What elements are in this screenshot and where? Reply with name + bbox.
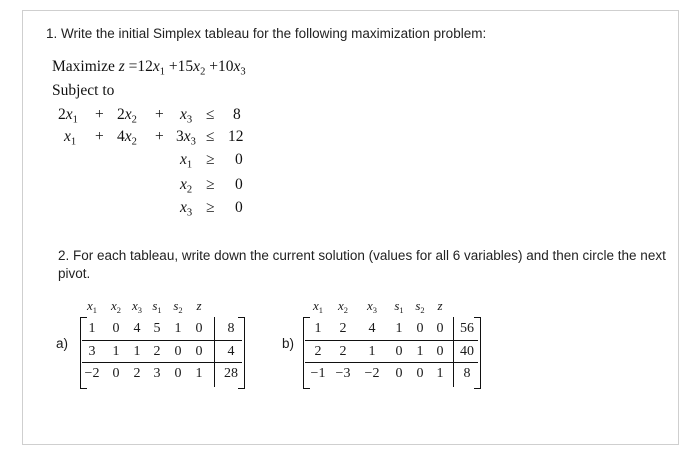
objective-prefix: Maximize: [52, 58, 115, 75]
objective-lhs: z: [118, 58, 125, 75]
tableau-b-header-4: $s_2$: [415, 298, 425, 315]
tableau-a-cell-r0-c1: 0: [112, 321, 120, 336]
nonneg-3: $x_3$: [180, 199, 193, 219]
nonneg-2: $x_2$: [180, 176, 193, 196]
constraint-2-rhs: 12: [228, 128, 244, 145]
tableau-b-cell-r0-c4: 0: [416, 321, 424, 336]
constraint-1-term-2: $2x_2$: [117, 106, 137, 126]
tableau-b-cell-r2-c3: 0: [395, 366, 403, 381]
tableau-a-cell-r0-c0: 1: [88, 321, 96, 336]
question-2-heading-line-1: 2. For each tableau, write down the current solution (values for all 6 variables) and then circle the next: [58, 248, 666, 263]
tableau-a-row-divider: [82, 362, 242, 363]
tableau-a-label: a): [56, 336, 69, 351]
objective-coef-3: 10: [217, 58, 234, 75]
tableau-b-cell-r0-c0: 1: [314, 321, 322, 336]
question-2-heading-line-2: pivot.: [58, 266, 91, 281]
tableau-a-cell-r1-c6: 4: [227, 344, 235, 359]
tableau-a-header-1: $x_2$: [111, 298, 121, 315]
tableau-a-left-bracket: [80, 317, 87, 389]
tableau-a-cell-r1-c5: 0: [195, 344, 203, 359]
tableau-b-cell-r2-c4: 0: [416, 366, 424, 381]
constraint-1-term-3: $x_3$: [180, 106, 193, 126]
tableau-b-header-1: $x_2$: [338, 298, 348, 315]
tableau-b-cell-r2-c1: −3: [335, 366, 351, 381]
tableau-b-cell-r1-c6: 40: [460, 344, 474, 359]
tableau-a-header-4: $s_2$: [173, 298, 183, 315]
tableau-a-right-bracket: [238, 317, 245, 389]
constraint-2-term-2: $4x_2$: [117, 128, 137, 148]
tableau-a-cell-r1-c0: 3: [88, 344, 96, 359]
tableau-a-cell-r2-c0: −2: [84, 366, 100, 381]
tableau-b-cell-r1-c0: 2: [314, 344, 322, 359]
tableau-a-cell-r1-c3: 2: [153, 344, 161, 359]
constraint-2-term-1: $x_1$: [64, 128, 77, 148]
objective-coef-2: 15: [177, 58, 194, 75]
tableau-b-cell-r2-c0: −1: [310, 366, 326, 381]
tableau-a-cell-r1-c1: 1: [112, 344, 120, 359]
tableau-a-header-0: $x_1$: [87, 298, 97, 315]
tableau-b-left-bracket: [303, 317, 310, 389]
tableau-b-cell-r1-c5: 0: [436, 344, 444, 359]
objective-coef-1: 12: [137, 58, 153, 75]
tableau-b-column-divider: [453, 317, 454, 387]
tableau-b-header-3: $s_1$: [394, 298, 404, 315]
tableau-a-cell-r1-c2: 1: [133, 344, 141, 359]
constraint-1-term-1: $2x_1$: [58, 106, 78, 126]
constraint-2-term-3: $3x_3$: [176, 128, 196, 148]
tableau-b-cell-r1-c3: 0: [395, 344, 403, 359]
tableau-a-cell-r2-c4: 0: [174, 366, 182, 381]
tableau-b-cell-r2-c6: 8: [463, 366, 471, 381]
tableau-a-cell-r0-c2: 4: [133, 321, 141, 336]
tableau-b-header-0: $x_1$: [313, 298, 323, 315]
tableau-a-cell-r2-c5: 1: [195, 366, 203, 381]
tableau-b-cell-r2-c5: 1: [436, 366, 444, 381]
tableau-b-cell-r0-c3: 1: [395, 321, 403, 336]
tableau-a-header-3: $s_1$: [152, 298, 162, 315]
tableau-a-cell-r0-c6: 8: [227, 321, 235, 336]
tableau-a-cell-r1-c4: 0: [174, 344, 182, 359]
tableau-b-header-2: $x_3$: [367, 298, 377, 315]
tableau-b-cell-r2-c2: −2: [364, 366, 380, 381]
tableau-b-cell-r1-c4: 1: [416, 344, 424, 359]
constraint-1-rhs: 8: [233, 106, 241, 123]
subject-to-label: Subject to: [52, 82, 115, 99]
tableau-b-cell-r0-c6: 56: [460, 321, 474, 336]
tableau-b-cell-r0-c1: 2: [339, 321, 347, 336]
tableau-b-cell-r0-c2: 4: [368, 321, 376, 336]
tableau-b-label: b): [282, 336, 295, 351]
tableau-b-right-bracket: [474, 317, 481, 389]
tableau-a-row-divider: [82, 340, 242, 341]
tableau-b-header-5: z: [437, 298, 443, 313]
tableau-a-cell-r2-c6: 28: [224, 366, 238, 381]
tableau-a-column-divider: [214, 317, 215, 387]
tableau-a-cell-r2-c3: 3: [153, 366, 161, 381]
tableau-a-cell-r0-c4: 1: [174, 321, 182, 336]
tableau-a-cell-r2-c2: 2: [133, 366, 141, 381]
tableau-a-cell-r0-c5: 0: [195, 321, 203, 336]
constraint-1-relation: ≤: [206, 106, 215, 123]
tableau-b-cell-r1-c1: 2: [339, 344, 347, 359]
tableau-b-cell-r0-c5: 0: [436, 321, 444, 336]
constraint-2-relation: ≤: [206, 128, 215, 145]
tableau-a-header-2: $x_3$: [132, 298, 142, 315]
tableau-b-cell-r1-c2: 1: [368, 344, 376, 359]
tableau-a-cell-r2-c1: 0: [112, 366, 120, 381]
tableau-a-header-5: z: [196, 298, 202, 313]
question-1-heading: 1. Write the initial Simplex tableau for the following maximization problem:: [46, 26, 487, 41]
tableau-a-cell-r0-c3: 5: [153, 321, 161, 336]
nonneg-1: $x_1$: [180, 151, 193, 171]
objective-function: Maximize $z =12x_1 +15x_2 +10x_3$: [52, 58, 246, 78]
